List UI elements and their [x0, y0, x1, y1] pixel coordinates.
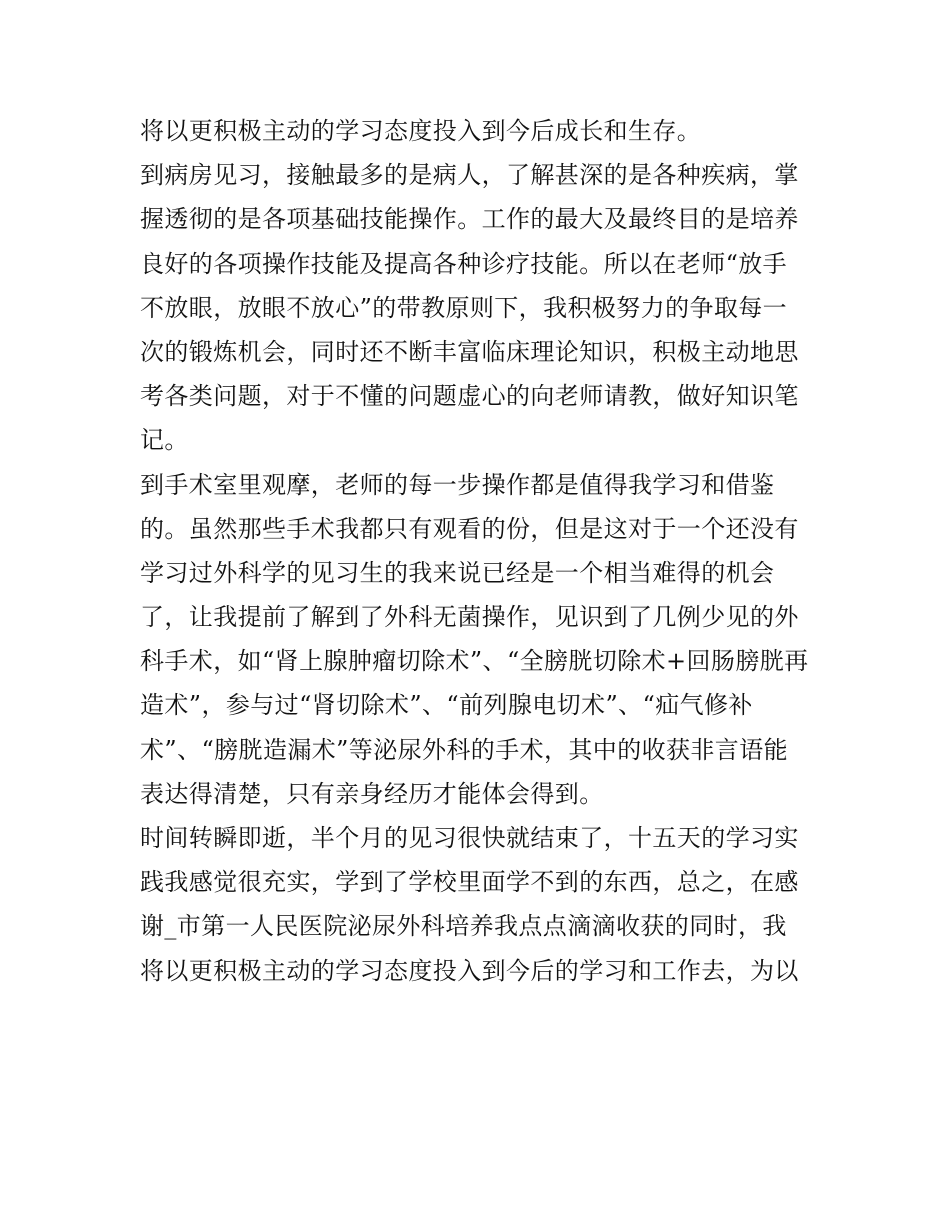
text-line-6: 次的锻炼机会，同时还不断丰富临床理论知识，积极主动地思 [140, 337, 799, 366]
text-line-13: 科手术，如“肾上腺肿瘤切除术”、“全膀胱切除术+回肠膀胱再 [140, 647, 809, 676]
text-line-7: 考各类问题，对于不懂的问题虚心的向老师请教，做好知识笔 [140, 382, 799, 411]
text-line-9: 到手术室里观摩，老师的每一步操作都是值得我学习和借鉴 [140, 470, 775, 499]
text-line-5: 不放眼，放眼不放心”的带教原则下，我积极努力的争取每一 [140, 293, 788, 322]
text-line-19: 谢_市第一人民医院泌尿外科培养我点点滴滴收获的同时，我 [140, 912, 787, 941]
text-line-1: 将以更积极主动的学习态度投入到今后成长和生存。 [140, 117, 702, 145]
text-line-4: 良好的各项操作技能及提高各种诊疗技能。所以在老师“放手 [140, 249, 788, 278]
text-line-2: 到病房见习，接触最多的是病人，了解甚深的是各种疾病，掌 [140, 161, 799, 190]
text-line-20: 将以更积极主动的学习态度投入到今后的学习和工作去，为以 [140, 956, 799, 985]
text-line-11: 学习过外科学的见习生的我来说已经是一个相当难得的机会 [140, 558, 775, 587]
text-line-17: 时间转瞬即逝，半个月的见习很快就结束了，十五天的学习实 [140, 824, 799, 852]
body-text [140, 109, 830, 993]
text-line-3: 握透彻的是各项基础技能操作。工作的最大及最终目的是培养 [140, 205, 799, 234]
text-line-8: 记。 [140, 426, 189, 455]
text-line-14: 造术”，参与过“肾切除术”、“前列腺电切术”、“疝气修补 [140, 691, 753, 720]
text-line-15: 术”、“膀胱造漏术”等泌尿外科的手术，其中的收获非言语能 [140, 735, 789, 764]
text-line-12: 了，让我提前了解到了外科无菌操作，见识到了几例少见的外 [140, 603, 799, 632]
text-line-18: 践我感觉很充实，学到了学校里面学不到的东西，总之，在感 [140, 868, 799, 897]
text-line-10: 的。虽然那些手术我都只有观看的份，但是这对于一个还没有 [140, 514, 799, 543]
text-line-16: 表达得清楚，只有亲身经历才能体会得到。 [140, 779, 604, 808]
